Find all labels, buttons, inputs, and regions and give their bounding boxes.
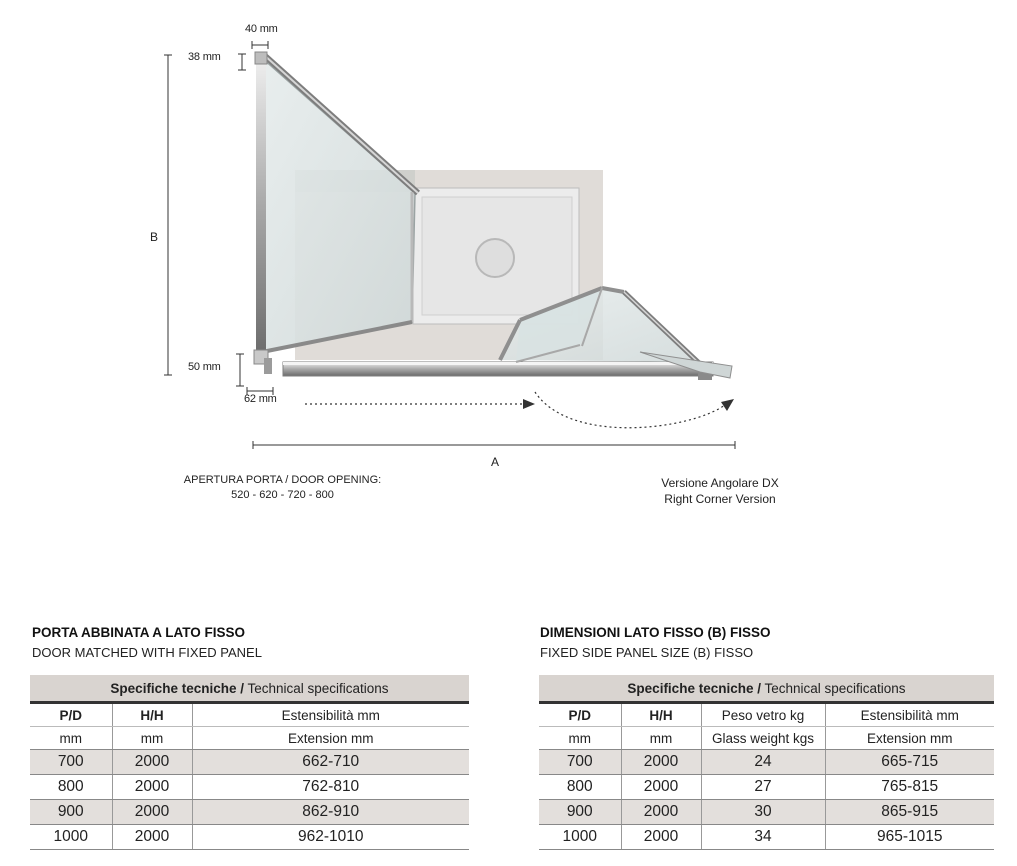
right-spec-table	[539, 675, 994, 850]
col-glass-weight: Peso vetro kg	[701, 703, 825, 727]
dim-top-height: 38 mm	[188, 51, 221, 63]
table-row: 1000 2000 34 965-1015	[539, 825, 994, 850]
col-extension-unit: Extension mm	[825, 727, 994, 750]
col-extension: Estensibilità mm	[825, 703, 994, 727]
dim-top-width: 40 mm	[245, 23, 278, 35]
right-table-header: Specifiche tecniche / Technical specifications	[539, 675, 994, 703]
col-pd: P/D	[30, 703, 112, 727]
table-row: 700 2000 662-710	[30, 750, 469, 775]
left-section-title: PORTA ABBINATA A LATO FISSO	[32, 625, 245, 640]
col-glass-weight-unit: Glass weight kgs	[701, 727, 825, 750]
version-caption	[630, 475, 810, 507]
door-opening-label: APERTURA PORTA / DOOR OPENING:	[183, 474, 382, 486]
shower-tray	[413, 188, 579, 324]
arrow-curve-icon	[721, 399, 734, 411]
col-hh-unit: mm	[112, 727, 192, 750]
arrow-right-icon	[523, 399, 535, 409]
col-hh-unit: mm	[621, 727, 701, 750]
right-section-subtitle: FIXED SIDE PANEL SIZE (B) FISSO	[540, 645, 754, 660]
dim-bottom-height: 50 mm	[188, 361, 221, 373]
dim-height-label: B	[150, 230, 158, 244]
col-pd: P/D	[539, 703, 621, 727]
right-section-title: DIMENSIONI LATO FISSO (B) FISSO	[540, 625, 771, 640]
table-row: 1000 2000 962-1010	[30, 825, 469, 850]
table-row: 800 2000 27 765-815	[539, 775, 994, 800]
wall-profile	[254, 52, 268, 364]
table-row: 900 2000 30 865-915	[539, 800, 994, 825]
col-extension: Estensibilità mm	[192, 703, 469, 727]
drain-icon	[476, 239, 514, 277]
dim-width-label: A	[491, 455, 499, 469]
table-row: 700 2000 24 665-715	[539, 750, 994, 775]
door-opening-caption	[160, 473, 405, 503]
col-hh: H/H	[621, 703, 701, 727]
col-pd-unit: mm	[30, 727, 112, 750]
col-pd-unit: mm	[539, 727, 621, 750]
fixed-side-panel	[262, 55, 418, 352]
col-hh: H/H	[112, 703, 192, 727]
door-opening-values: 520 - 620 - 720 - 800	[231, 489, 334, 501]
dim-bottom-width: 62 mm	[244, 393, 277, 405]
version-line2: Right Corner Version	[664, 492, 776, 506]
left-spec-table	[30, 675, 469, 850]
opening-arrows	[305, 392, 734, 428]
col-extension-unit: Extension mm	[192, 727, 469, 750]
left-section-subtitle: DOOR MATCHED WITH FIXED PANEL	[32, 645, 262, 660]
table-row: 900 2000 862-910	[30, 800, 469, 825]
table-row: 800 2000 762-810	[30, 775, 469, 800]
version-line1: Versione Angolare DX	[661, 476, 779, 490]
left-table-header: Specifiche tecniche / Technical specifications	[30, 675, 469, 703]
